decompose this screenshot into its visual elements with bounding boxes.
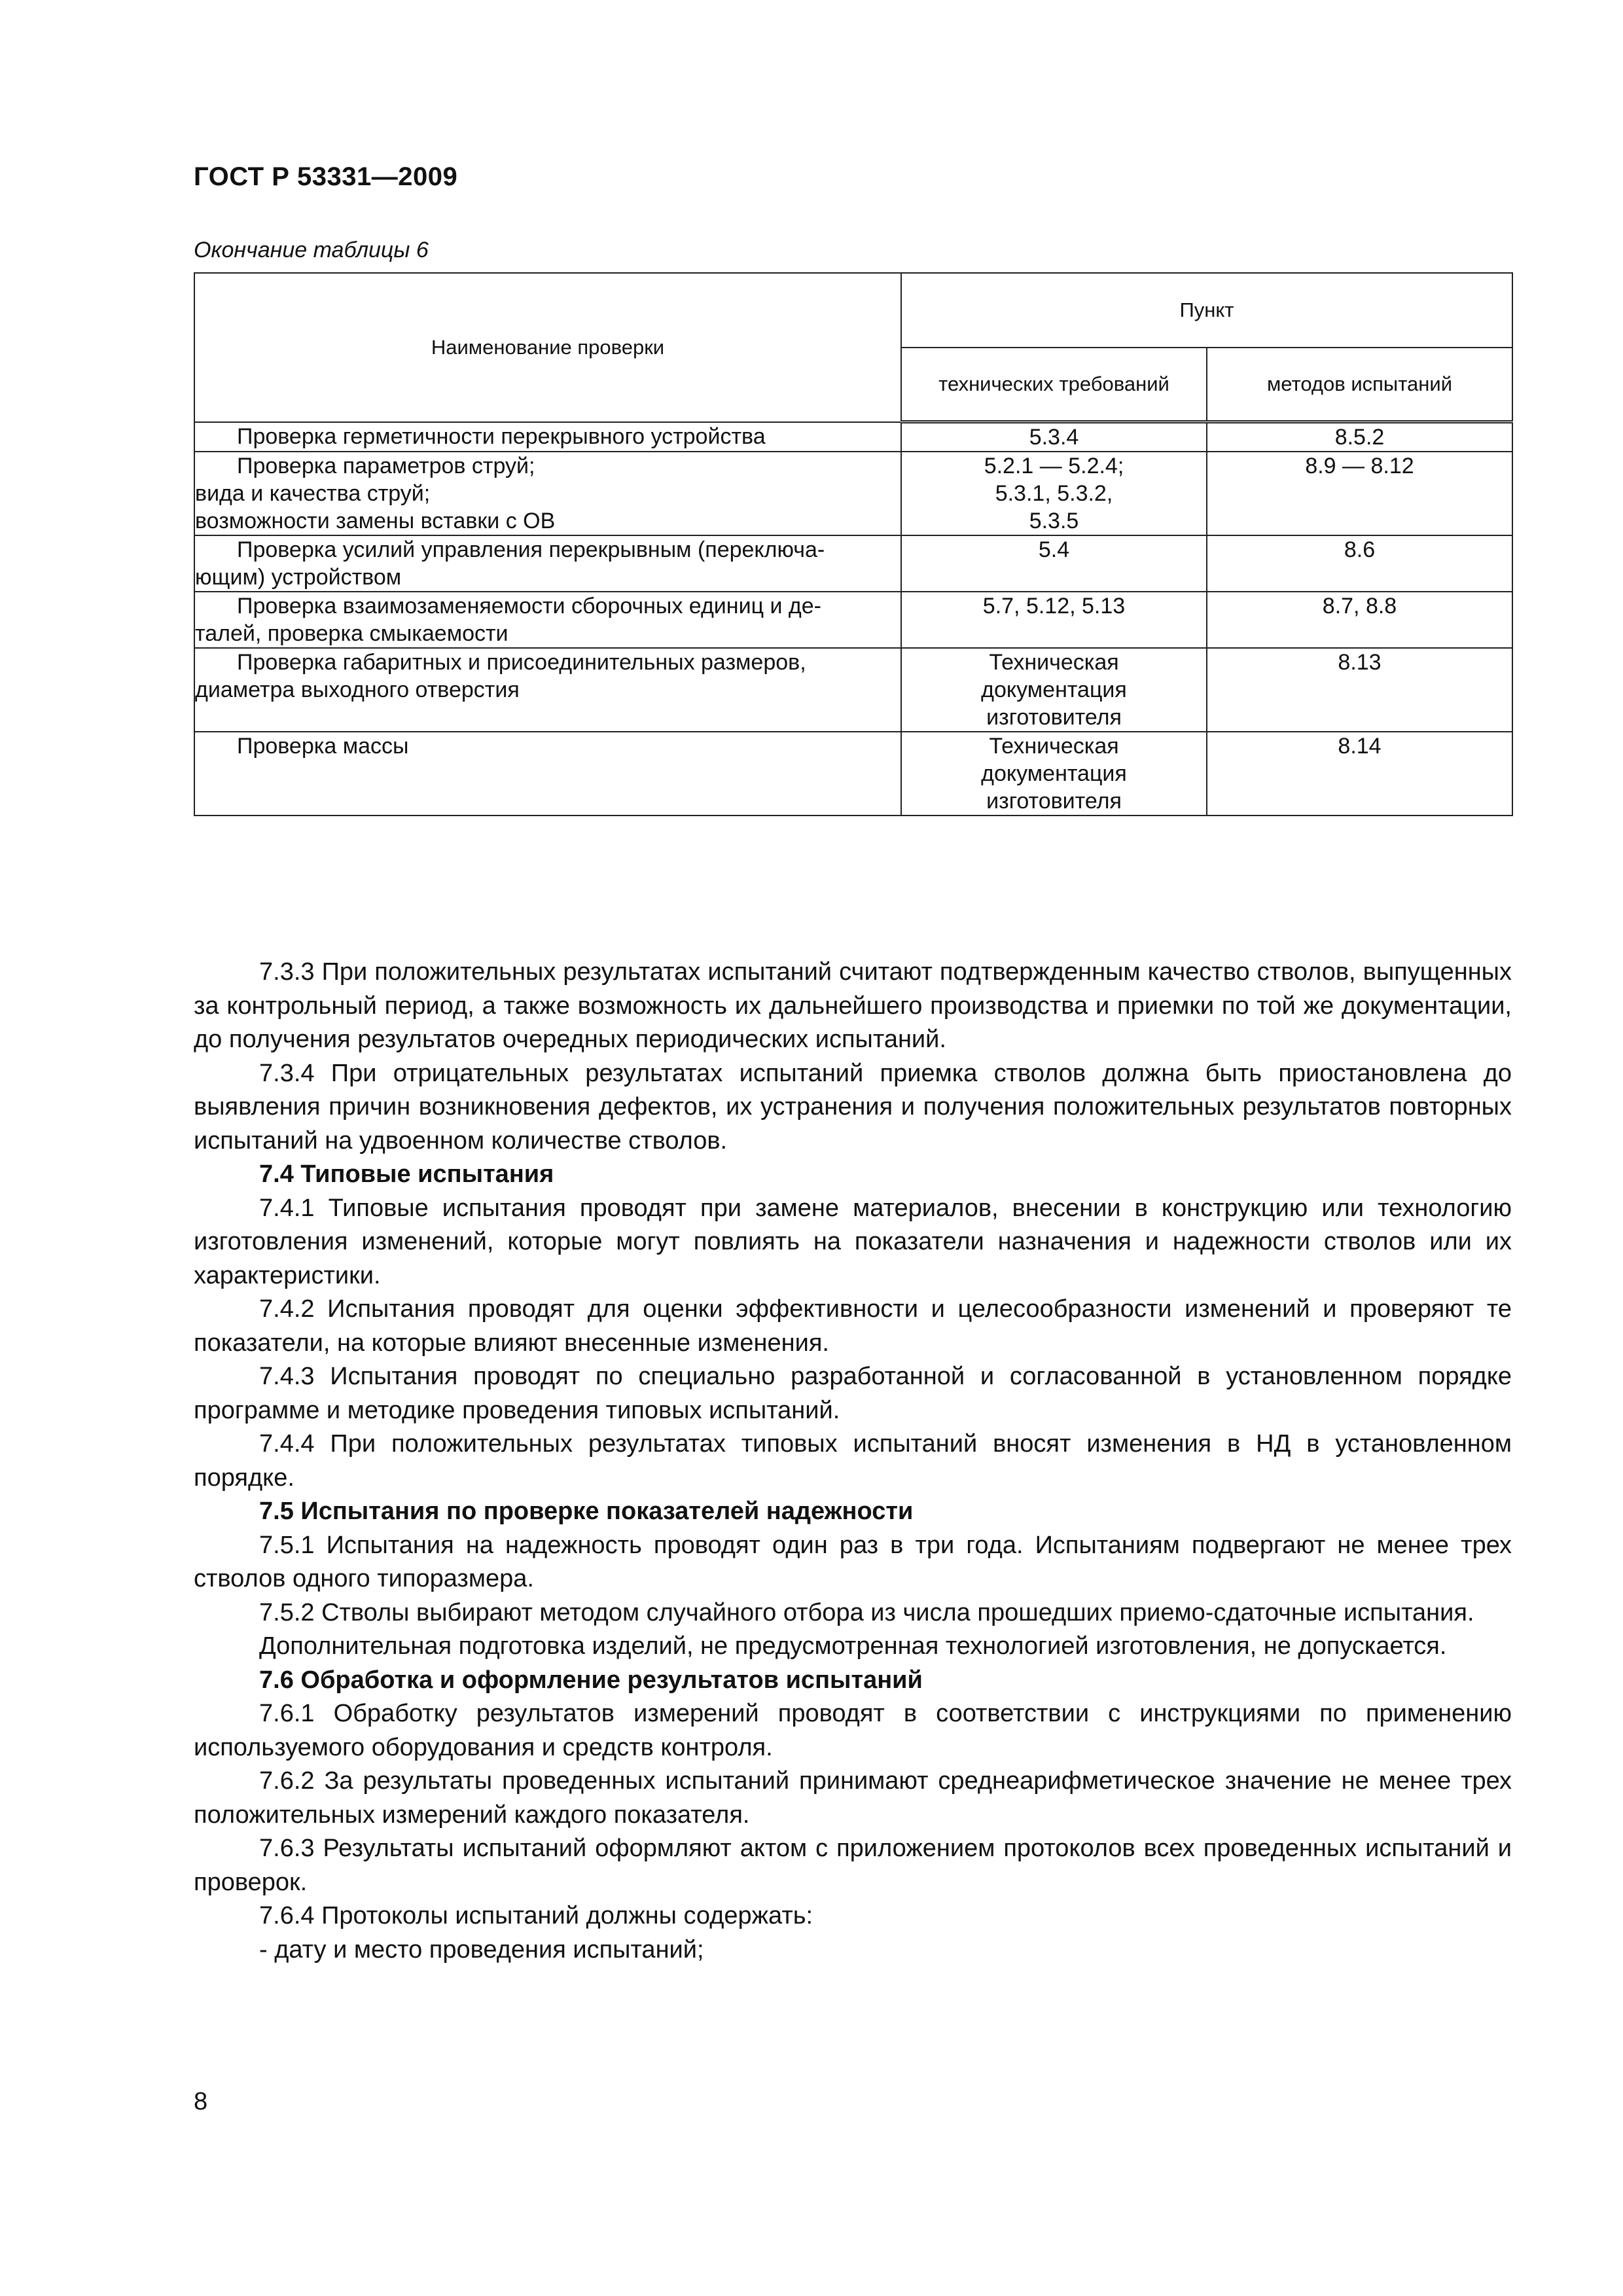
table-row [194, 422, 1512, 452]
checks-table [194, 272, 1513, 816]
cell-line: Проверка герметичности перекрывного устройства [237, 423, 766, 449]
cell-line: возможности замены вставки с ОВ [195, 509, 556, 533]
cell-line: документация [981, 677, 1127, 702]
test-methods-cell [1207, 592, 1512, 648]
test-methods-cell [1207, 648, 1512, 732]
section-heading-7-6: 7.6 Обработка и оформление результатов испытаний [259, 1666, 923, 1694]
cell-line: 5.3.5 [1029, 509, 1079, 533]
cell-line: Техническая [989, 650, 1119, 675]
paragraph-7-6-1: 7.6.1 Обработку результатов измерений проводят в соответствии с инструкциями по применению используемого оборудования и средств контроля. [194, 1700, 1512, 1761]
cell-line: изготовителя [986, 705, 1122, 730]
header-clause-group: Пункт [901, 273, 1512, 348]
cell-line: Техническая [989, 734, 1119, 759]
table-row [194, 452, 1512, 535]
table-row [194, 535, 1512, 592]
section-heading-7-5: 7.5 Испытания по проверке показателей надежности [259, 1498, 914, 1525]
test-methods-cell [1207, 732, 1512, 816]
paragraph-7-6-2: 7.6.2 За результаты проведенных испытаний принимают среднеарифметическое значение не менее трех положительных измерений каждого показателя. [194, 1767, 1512, 1829]
page-number: 8 [194, 2088, 208, 2115]
test-methods-cell [1207, 422, 1512, 452]
header-check-name: Наименование проверки [194, 273, 901, 422]
cell-line: Проверка массы [237, 734, 409, 759]
list-item: - дату и место проведения испытаний; [259, 1935, 704, 1964]
cell-line: диаметра выходного отверстия [195, 677, 520, 702]
cell-line: 8.7, 8.8 [1322, 594, 1397, 619]
paragraph-7-4-2: 7.4.2 Испытания проводят для оценки эффективности и целесообразности изменений и проверяют те показатели, на которые влияют внесенные изменения. [194, 1295, 1512, 1357]
test-methods-cell [1207, 535, 1512, 592]
paragraph-7-4-3: 7.4.3 Испытания проводят по специально разработанной и согласованной в установленном порядке программе и методике проведения типовых испытаний. [194, 1363, 1512, 1424]
cell-line: Проверка параметров струй; [237, 454, 535, 478]
check-name-cell [194, 648, 901, 732]
document-body [194, 956, 1512, 1967]
cell-line: 8.5.2 [1334, 425, 1385, 450]
cell-line: изготовителя [986, 789, 1122, 814]
tech-requirements-cell [901, 535, 1207, 592]
paragraph-7-6-3: 7.6.3 Результаты испытаний оформляют актом с приложением протоколов всех проведенных испытаний и проверок. [194, 1835, 1512, 1896]
cell-line: ющим) устройством [195, 565, 402, 590]
cell-line: 8.6 [1344, 537, 1376, 562]
tech-requirements-cell [901, 592, 1207, 648]
check-name-cell [194, 452, 901, 535]
check-name-cell [194, 732, 901, 816]
tech-requirements-cell [901, 452, 1207, 535]
cell-line: документация [981, 761, 1127, 786]
table-body [194, 422, 1512, 816]
cell-line: Проверка габаритных и присоединительных размеров, [237, 650, 806, 675]
tech-requirements-cell [901, 422, 1207, 452]
paragraph-7-5-1: 7.5.1 Испытания на надежность проводят один раз в три года. Испытаниям подвергают не менее трех стволов одного типоразмера. [194, 1531, 1512, 1592]
table-row [194, 648, 1512, 732]
cell-line: Проверка усилий управления перекрывным (переключа- [237, 537, 825, 562]
paragraph-7-3-4: 7.3.4 При отрицательных результатах испытаний приемка стволов должна быть приостановлена до выявления причин возникновения дефектов, их устранения и получения положительных результатов повторных испытаний на удвоенном количестве стволов. [194, 1059, 1512, 1155]
document-code: ГОСТ Р 53331—2009 [194, 162, 458, 191]
test-methods-cell [1207, 452, 1512, 535]
cell-line: талей, проверка смыкаемости [195, 621, 508, 646]
table-caption: Окончание таблицы 6 [194, 238, 429, 262]
cell-line: Проверка взаимозаменяемости сборочных единиц и де- [237, 594, 821, 619]
paragraph-7-6-4: 7.6.4 Протоколы испытаний должны содержать: [259, 1902, 813, 1929]
cell-line: 8.13 [1338, 650, 1382, 675]
cell-line: 5.2.1 — 5.2.4; [984, 454, 1124, 478]
tech-requirements-cell [901, 648, 1207, 732]
header-test-methods: методов испытаний [1207, 348, 1512, 422]
cell-line: 5.7, 5.12, 5.13 [982, 594, 1126, 619]
cell-line: вида и качества струй; [195, 481, 431, 506]
table-row [194, 592, 1512, 648]
cell-line: 5.3.4 [1029, 425, 1079, 450]
paragraph-7-4-4: 7.4.4 При положительных результатах типовых испытаний вносят изменения в НД в установленном порядке. [194, 1430, 1512, 1492]
cell-line: 8.9 — 8.12 [1305, 454, 1414, 478]
paragraph-7-5-2: 7.5.2 Стволы выбирают методом случайного отбора из числа прошедших приемо-сдаточные испытания. [259, 1598, 1474, 1626]
paragraph-7-5-additional: Дополнительная подготовка изделий, не предусмотренная технологией изготовления, не допускается. [259, 1632, 1447, 1660]
table-row [194, 732, 1512, 816]
check-name-cell [194, 535, 901, 592]
cell-line: 5.4 [1038, 537, 1070, 562]
section-heading-7-4: 7.4 Типовые испытания [259, 1160, 554, 1188]
tech-requirements-cell [901, 732, 1207, 816]
header-tech-requirements: технических требований [901, 348, 1207, 422]
cell-line: 5.3.1, 5.3.2, [995, 481, 1113, 506]
check-name-cell [194, 592, 901, 648]
check-name-cell [194, 422, 901, 452]
paragraph-7-3-3: 7.3.3 При положительных результатах испытаний считают подтвержденным качество стволов, выпущенных за контрольный период, а также возможность их дальнейшего производства и приемки по той же документации, до получения результатов очередных периодических испытаний. [194, 958, 1512, 1053]
paragraph-7-4-1: 7.4.1 Типовые испытания проводят при замене материалов, внесении в конструкцию или технологию изготовления изменений, которые могут повлиять на показатели назначения и надежности стволов или их характеристики. [194, 1194, 1512, 1289]
cell-line: 8.14 [1338, 734, 1382, 759]
